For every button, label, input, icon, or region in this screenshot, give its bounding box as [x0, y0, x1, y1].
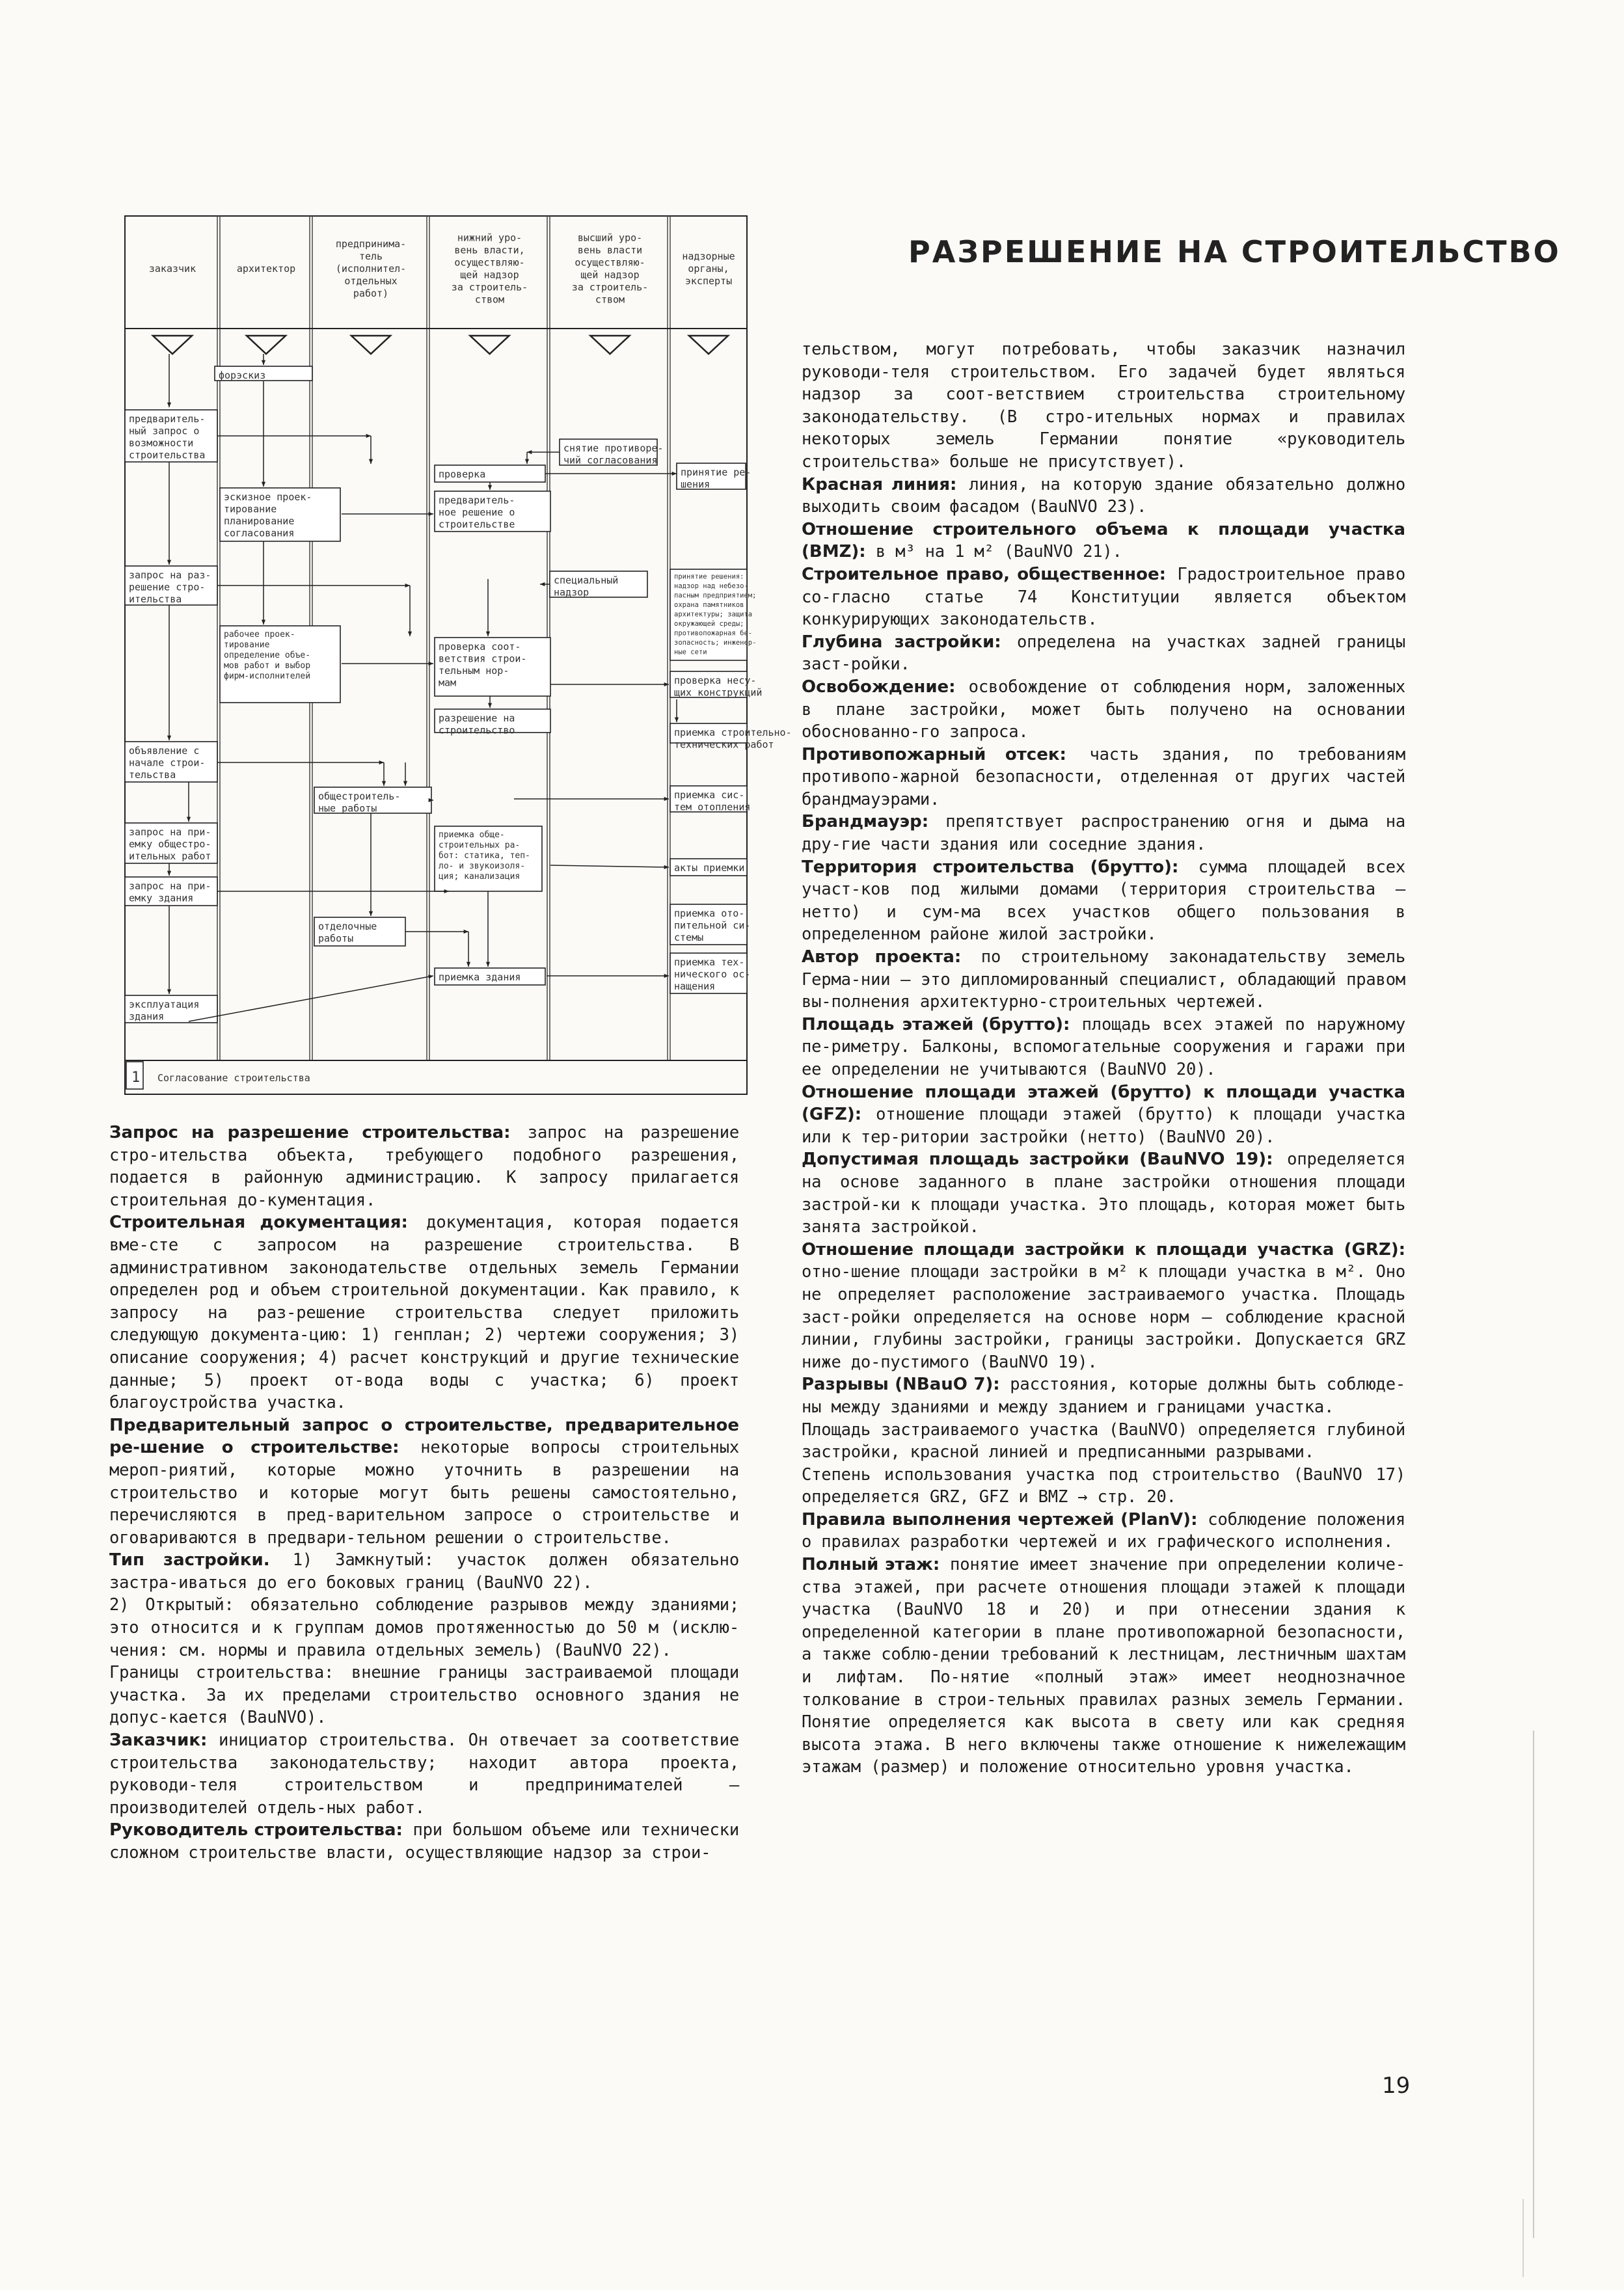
flow-connector: [189, 976, 433, 1021]
lane-header: надзорные органы, эксперты: [682, 250, 735, 287]
definition-text: документация, которая подается вме-сте с запросом на разрешение строительства. В административном законодательстве отдельных земель Германии определен род и объем строительной документации. Как правило, к запросу на раз-решение строительства следует приложить следующую документа-цию: 1) генплан; 2) чертежи сооружения; 3) описание сооружения; 4) расчет конструкций и другие технические данные; 5) проект от-вода воды с участка; 6) проект благоустройства участка.: [109, 1213, 739, 1413]
flow-box-label: эксплуатация здания: [129, 999, 200, 1023]
definition-term: Отношение площади застройки к площади участка (GRZ):: [802, 1239, 1405, 1260]
definition-paragraph: [802, 519, 1405, 563]
flow-box-label: специальный надзор: [554, 574, 619, 599]
definition-paragraph: [109, 1819, 739, 1864]
definition-text: по строительному законадательству земель Герма-нии – это дипломированный специалист, обладающий правом вы-полнения архитектурно-строительных чертежей.: [802, 947, 1406, 1012]
scan-edge-line: [1522, 2199, 1524, 2277]
flow-box-label: запрос на при-емку здания: [129, 880, 211, 904]
definition-text: в м³ на 1 м² (BauNVO 21).: [865, 542, 1122, 562]
flow-box-label: проверка несу-щих конструкций: [674, 675, 763, 699]
definition-text: Градостроительное право со-гласно статье 74 Конституции является объектом конкурирующих законодательств.: [802, 564, 1405, 630]
flow-box-label: объявление с начале строи-тельства: [129, 745, 206, 781]
lane-header: архитектор: [236, 263, 296, 275]
arrowhead: [527, 450, 532, 454]
flow-box-label: запрос на при-емку общестро-ительных работ: [129, 826, 211, 862]
definition-paragraph: [109, 1549, 739, 1594]
flow-box-label: приемка обще-строительных ра-бот: статика, теп-ло- и звукоизоля-ция; канализация: [439, 830, 530, 882]
definition-paragraph: [802, 1014, 1405, 1081]
definition-term: Автор проекта:: [802, 947, 962, 967]
definition-text: при большом объеме или технически сложном строительстве власти, осуществляющие надзор за строи-: [109, 1820, 739, 1863]
definition-paragraph: [802, 1509, 1405, 1554]
lane-header: предпринима-тель (исполнител-отдельных работ): [335, 238, 407, 299]
lane-start-triangle: [591, 336, 630, 354]
definition-term: Руководитель строительства:: [109, 1820, 403, 1840]
definition-text: 2) Открытый: обязательно соблюдение разрывов между зданиями; это относится и к группам домов протяженностью до 50 м (исклю-чения: см. нормы и правила отдельных земель) (BauNVO 22).: [109, 1595, 739, 1660]
definition-term: Запрос на разрешение строительства:: [109, 1123, 511, 1142]
definition-paragraph: [802, 1554, 1405, 1779]
definition-term: Заказчик:: [109, 1731, 208, 1751]
arrowhead: [486, 962, 490, 967]
definition-text: Степень использования участка под строительство (BauNVO 17) определяется GRZ, GFZ и BMZ → стр. 20.: [802, 1464, 1405, 1507]
definition-paragraph: [109, 1211, 739, 1414]
definition-paragraph: [802, 338, 1405, 474]
arrowhead: [428, 975, 433, 978]
definition-paragraph: [109, 1662, 739, 1729]
definition-paragraph: [802, 1419, 1405, 1464]
definition-paragraph: [802, 1081, 1405, 1149]
definition-text: часть здания, по требованиям противопо-жарной безопасности, отделенная от других частей брандмауэрами.: [802, 744, 1405, 809]
definition-paragraph: [109, 1122, 739, 1211]
definition-text: определена на участках задней границы заст-ройки.: [802, 632, 1405, 675]
flow-diagram: [124, 215, 792, 1099]
arrowhead: [262, 360, 265, 365]
arrowhead: [366, 434, 371, 438]
flow-connector: [550, 865, 669, 867]
definition-term: Допустимая площадь застройки (BauNVO 19):: [802, 1150, 1273, 1170]
definition-term: Тип застройки.: [109, 1550, 270, 1570]
arrowhead: [525, 459, 529, 464]
definition-text: Границы строительства: внешние границы застраиваемой площади участка. За их пределами строительство основного здания не допус-кается (BauNVO).: [109, 1663, 739, 1728]
lane-start-triangle: [689, 336, 728, 354]
arrowhead: [379, 761, 384, 764]
scan-edge-line: [1533, 1731, 1534, 2238]
arrowhead: [664, 797, 669, 801]
lane-start-triangle: [470, 336, 509, 354]
arrowhead: [488, 703, 492, 708]
definition-paragraph: [802, 1239, 1405, 1374]
lane-header: заказчик: [148, 263, 196, 275]
arrowhead: [262, 620, 265, 625]
flow-box-label: принятие решения: надзор над небезо-пасным предприятием; охрана памятников архитектуры; защита окружающей среды; противопожарная бе-зопасность; инженер-ные сети: [674, 572, 757, 656]
arrowhead: [540, 582, 545, 586]
definition-paragraph: [802, 744, 1405, 811]
caption-number: 1: [131, 1070, 141, 1086]
definition-text: отно-шение площади застройки в м² к площади участка в м². Оно не определяет расположение застраиваемого участка. Площадь заст-ройки определяется на основе норм – соблюдение красной линии, глубины застройки, границы застройки. Допускается GRZ ниже до-пустимого (BauNVO 19).: [802, 1262, 1405, 1372]
definition-term: Отношение строительного объема к площади участка (BMZ):: [802, 519, 1405, 562]
arrowhead: [369, 459, 373, 464]
definition-text: некоторые вопросы строительных мероп-риятий, которые можно уточнить в разрешении на строительство и которые могут быть решены самостоятельно, перечисляются в пред-варительном запросе о строительстве и оговариваются в предвари-тельном решении о строительстве.: [109, 1438, 739, 1548]
definition-term: Строительная документация:: [109, 1213, 408, 1233]
page-title: РАЗРЕШЕНИЕ НА СТРОИТЕЛЬСТВО: [908, 234, 1561, 269]
definition-term: Строительное право, общественное:: [802, 564, 1167, 584]
definition-paragraph: [802, 856, 1405, 946]
definition-term: Освобождение:: [802, 677, 956, 697]
arrowhead: [664, 974, 669, 978]
arrowhead: [405, 584, 410, 587]
flow-box-label: запрос на раз-решение стро-ительства: [129, 569, 211, 605]
arrowhead: [672, 472, 677, 476]
definition-term: Противопожарный отсек:: [802, 744, 1066, 764]
arrowhead: [403, 781, 407, 786]
definition-text: освобождение от соблюдения норм, заложенных в плане застройки, может быть получено на основании обоснованно-го запроса.: [802, 677, 1405, 742]
definition-paragraph: [802, 1464, 1405, 1509]
lane-start-triangle: [153, 336, 192, 354]
definition-text: соблюдение положения о правилах разработки чертежей и их графического исполнения.: [802, 1509, 1405, 1552]
definition-term: Полный этаж:: [802, 1555, 940, 1575]
definition-text: Площадь застраиваемого участка (BauNVO) определяется глубиной застройки, красной линией и предписанными разрывами.: [802, 1420, 1405, 1462]
arrowhead: [429, 662, 433, 666]
lane-start-triangle: [247, 336, 286, 354]
definition-text: инициатор строительства. Он отвечает за соответствие строительства законодательству; находит автора проекта, руководи-теля строительством и предпринимателей – производителей отдель-ных работ.: [109, 1731, 739, 1818]
definition-text: площадь всех этажей по наружному пе-риметру. Балконы, вспомогательные сооружения и гаражи при ее определении не учитываются (BauNVO 20).: [802, 1014, 1406, 1079]
flow-box-label: приемка сис-тем отопления: [674, 789, 751, 813]
arrowhead: [167, 990, 171, 994]
arrowhead: [369, 911, 373, 916]
flow-box-label: общестроитель-ные работы: [318, 790, 401, 815]
arrowhead: [187, 817, 191, 822]
definition-paragraph: [802, 676, 1405, 744]
definition-text: расстояния, которые должны быть соблюде-ны между зданиями и между зданием и границами участка.: [802, 1375, 1406, 1417]
definition-paragraph: [802, 474, 1405, 519]
arrowhead: [262, 482, 265, 487]
definition-paragraph: [802, 946, 1405, 1014]
definition-text: тельством, могут потребовать, чтобы заказчик назначил руководи-теля строительством. Его задачей будет являться надзор за соот-ветствием строительства строительному законодательству. (В стро-ительных нормах и правилах некоторых земель Германии понятие «руководитель строительства» больше не присутствует).: [802, 340, 1405, 472]
arrowhead: [382, 781, 386, 786]
left-column: [109, 1122, 739, 1865]
arrowhead: [664, 682, 669, 686]
definition-term: Предварительный запрос о строительстве, предварительное ре-шение о строительстве:: [109, 1415, 739, 1458]
flow-box-label: эскизное проек-тирование планирование согласования: [224, 491, 312, 539]
page-number: 19: [1382, 2073, 1411, 2099]
flow-box-label: принятие ре-шения: [681, 466, 751, 491]
diagram-caption: Согласование строительства: [157, 1072, 310, 1084]
definition-term: Правила выполнения чертежей (PlanV):: [802, 1509, 1198, 1529]
definition-text: определяется на основе заданного в плане застройки отношения площади застрой-ки к площади участка. Это площадь, которая может быть занята застройкой.: [802, 1150, 1405, 1237]
definition-text: отношение площади этажей (брутто) к площади участка или к тер-ритории застройки (нетто) (BauNVO 20).: [802, 1105, 1405, 1147]
definition-paragraph: [109, 1414, 739, 1550]
flow-box-label: приемка ото-пительной си-стемы: [674, 908, 751, 943]
definition-term: Отношение площади этажей (брутто) к площади участка (GFZ):: [802, 1082, 1405, 1125]
flow-box-label: снятие противоре-чий согласования: [563, 442, 664, 466]
lane-start-triangle: [351, 336, 390, 354]
flow-box-label: акты приемки: [674, 862, 745, 874]
definition-paragraph: [109, 1594, 739, 1662]
definition-paragraph: [802, 811, 1405, 855]
flow-box-label: рабочее проек-тирование определение объе-мов работ и выбор фирм-исполнителей: [224, 630, 311, 681]
arrowhead: [429, 512, 433, 516]
flow-box-label: приемка здания: [439, 971, 521, 983]
definition-text: препятствует распространению огня и дыма на дру-гие части здания или соседние здания.: [802, 812, 1405, 855]
flow-box-label: предваритель-ное решение о строительстве: [439, 494, 515, 530]
right-column: [802, 338, 1405, 1779]
arrowhead: [167, 403, 171, 407]
arrowhead: [675, 718, 679, 722]
arrowhead: [486, 632, 490, 636]
arrowhead: [167, 871, 171, 876]
flow-box-label: предваритель-ный запрос о возможности строительства: [129, 413, 206, 461]
arrowhead: [408, 632, 412, 636]
definition-text: линия, на которую здание обязательно должно выходить своим фасадом (BauNVO 23).: [802, 474, 1405, 517]
arrowhead: [167, 736, 171, 740]
definition-paragraph: [802, 1373, 1405, 1418]
definition-term: Территория строительства (брутто):: [802, 857, 1179, 877]
definition-text: сумма площадей всех участ-ков под жилыми домами (территория строительства – нетто) и сум-ма всех участков общего пользования в определенном районе жилой застройки.: [802, 857, 1405, 945]
flow-box-label: форэскиз: [219, 370, 266, 381]
flow-box-label: разрешение на строительство: [439, 712, 515, 736]
arrowhead: [488, 485, 492, 490]
lane-header: высший уро-вень власти осуществляю-щей надзор за строитель-ством: [571, 232, 649, 306]
definition-term: Глубина застройки:: [802, 632, 1001, 652]
definition-text: 1) Замкнутый: участок должен обязательно застра-иваться до его боковых границ (BauNVO 22).: [109, 1550, 739, 1593]
definition-paragraph: [802, 631, 1405, 676]
arrowhead: [167, 560, 171, 565]
flow-box-label: приемка тех-нического ос-нащения: [674, 956, 751, 992]
flow-box-label: приемка строительно-технических работ: [674, 727, 792, 751]
flow-box-label: проверка соот-ветствия строи-тельным нор-мам: [439, 641, 527, 689]
lane-header: нижний уро-вень власти, осуществляю-щей надзор за строитель-ством: [451, 232, 528, 306]
arrowhead: [664, 865, 669, 869]
flow-box-label: проверка: [439, 468, 486, 480]
definition-term: Брандмауэр:: [802, 812, 929, 832]
definition-paragraph: [802, 563, 1405, 631]
definition-text: запрос на разрешение стро-ительства объекта, требующего подобного разрешения, подается в районную администрацию. К запросу прилагается строительная до-кументация.: [109, 1123, 740, 1210]
definition-paragraph: [109, 1729, 739, 1819]
arrowhead: [467, 962, 470, 967]
flow-box-label: отделочные работы: [318, 921, 377, 945]
definition-term: Красная линия:: [802, 474, 957, 494]
definition-text: понятие имеет значение при определении количе-ства этажей, при расчете отношения площади этажей к площади участка (BauNVO 18 и 20) и при отнесении здания к определенной категории в плане противопожарной безопасности, а также соблю-дении требований к лестницам, лестничным шахтам и лифтам. По-нятие «полный этаж» имеет неоднозначное толкование в строи-тельных правилах разных земель Германии. Понятие определяется как высота в свету или как средняя высота этажа. В него включены также отношение к нижележащим этажам (размер) и положение относительно уровня участка.: [802, 1555, 1405, 1777]
definition-term: Площадь этажей (брутто):: [802, 1014, 1070, 1034]
arrowhead: [464, 930, 468, 934]
definition-paragraph: [802, 1148, 1405, 1238]
definition-term: Разрывы (NBauO 7):: [802, 1375, 1000, 1395]
